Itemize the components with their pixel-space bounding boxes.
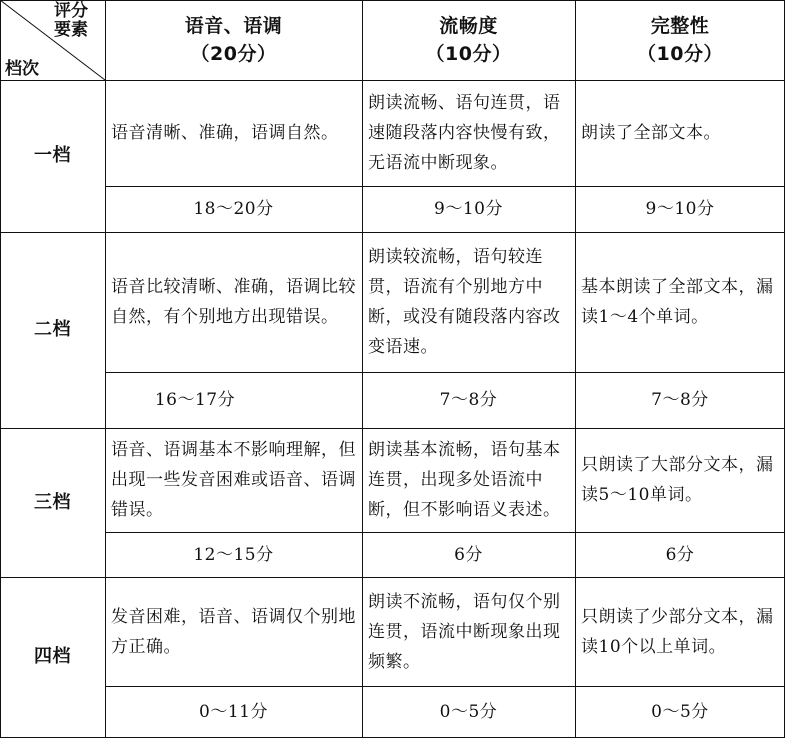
criteria-text: 语音清晰、准确，语调自然。 [111,123,339,143]
table-cell [362,577,575,686]
corner-label-level: 档次 [5,59,39,79]
column-header-fluency [362,0,575,80]
level-label: 一档 [34,145,71,166]
score-cell: 0～11分 [199,701,268,722]
criteria-text: 朗读不流畅，语句仅个别连贯，语流中断现象出现频繁。 [368,591,561,672]
score-cell: 0～5分 [651,701,709,722]
score-cell: 16～17分 [154,390,236,410]
criteria-text: 基本朗读了全部文本，漏读1～4个单词。 [581,277,774,327]
column-title: 语音、语调 [184,15,283,37]
table-cell [362,428,575,532]
corner-label-criteria: 评分要素 [54,1,88,40]
column-header-pronunciation [105,0,362,80]
level-label: 四档 [34,646,71,667]
table-cell [575,80,785,186]
table-border-bottom [0,737,785,738]
criteria-text: 朗读较流畅，语句较连贯，语流有个别地方中断，或没有随段落内容改变语速。 [368,247,561,357]
column-points: （10分） [637,43,723,65]
table-cell [575,577,785,686]
level-label: 二档 [34,319,71,340]
criteria-text: 语音比较清晰、准确，语调比较自然，有个别地方出现错误。 [111,277,356,327]
criteria-text: 朗读流畅、语句连贯，语速随段落内容快慢有致，无语流中断现象。 [368,93,561,173]
score-cell: 9～10分 [645,199,715,219]
table-cell [362,80,575,186]
table-cell [105,80,362,186]
criteria-text: 只朗读了大部分文本，漏读5～10单词。 [581,455,774,505]
table-cell [105,428,362,532]
level-label: 三档 [34,491,71,513]
criteria-text: 朗读了全部文本。 [581,123,721,143]
score-cell: 7～8分 [439,390,498,410]
table-cell [105,232,362,372]
score-cell: 0～5分 [439,701,498,722]
table-cell [575,428,785,532]
criteria-text: 只朗读了少部分文本，漏读10个以上单词。 [581,606,774,657]
table-cell [362,232,575,372]
column-header-completeness [575,0,785,80]
score-cell: 6分 [665,544,695,565]
table-cell [105,577,362,686]
column-points: （20分） [190,43,277,65]
criteria-text: 朗读基本流畅，语句基本连贯，出现多处语流中断，但不影响语义表述。 [368,440,561,520]
table-cell [575,232,785,372]
score-cell: 9～10分 [434,199,503,219]
criteria-text: 语音、语调基本不影响理解，但出现一些发音困难或语音、语调错误。 [111,440,356,520]
score-cell: 6分 [454,544,483,565]
score-cell: 12～15分 [193,544,274,565]
column-points: （10分） [425,43,512,65]
score-cell: 18～20分 [193,199,274,219]
score-cell: 7～8分 [651,390,709,410]
column-title: 流畅度 [439,15,498,37]
criteria-text: 发音困难，语音、语调仅个别地方正确。 [111,606,356,657]
column-title: 完整性 [650,15,710,37]
